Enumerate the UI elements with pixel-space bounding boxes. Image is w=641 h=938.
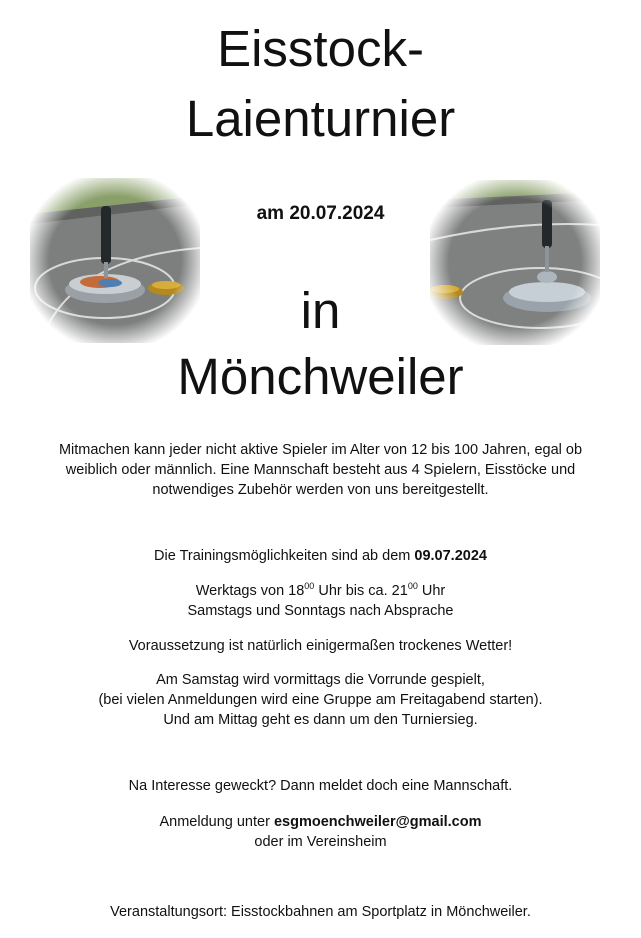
- training-times: [0, 581, 641, 621]
- event-date: am 20.07.2024: [256, 203, 385, 224]
- registration-line: [0, 812, 641, 832]
- intro-line: Mitmachen kann jeder nicht aktive Spieler im Alter von 12 bis 100 Jahren, egal ob: [58, 442, 583, 458]
- weekday-hours-sup-end: 00: [407, 581, 418, 591]
- weekday-hours-suffix: Uhr: [417, 583, 446, 599]
- weekday-hours: [0, 581, 641, 601]
- title-line-1: Eisstock-: [217, 20, 424, 77]
- schedule-paragraph: [0, 670, 641, 730]
- weather-note: Voraussetzung ist natürlich einigermaßen trockenes Wetter!: [128, 638, 513, 654]
- registration-email[interactable]: esgmoenchweiler@gmail.com: [273, 814, 482, 830]
- intro-paragraph: [0, 440, 641, 500]
- weekday-hours-mid: Uhr bis ca. 21: [314, 583, 408, 599]
- intro-line: notwendiges Zubehör werden von uns bereitgestellt.: [152, 482, 489, 498]
- training-line: [0, 546, 641, 566]
- weekend-hours: Samstags und Sonntags nach Absprache: [187, 603, 454, 619]
- venue-line: Veranstaltungsort: Eisstockbahnen am Sportplatz in Mönchweiler.: [110, 904, 531, 920]
- place-in: in: [300, 282, 341, 339]
- title-line-2: Laienturnier: [185, 90, 456, 147]
- schedule-line: (bei vielen Anmeldungen wird eine Gruppe am Freitagabend starten).: [98, 692, 543, 708]
- weekday-hours-prefix: Werktags von 18: [195, 583, 305, 599]
- training-text: Die Trainingsmöglichkeiten sind ab dem: [154, 548, 415, 564]
- schedule-line: Am Samstag wird vormittags die Vorrunde gespielt,: [156, 672, 485, 688]
- schedule-line: Und am Mittag geht es dann um den Turniersieg.: [163, 712, 478, 728]
- interest-line: Na Interesse geweckt? Dann meldet doch eine Mannschaft.: [128, 778, 513, 794]
- training-paragraph: [0, 546, 641, 566]
- registration-alt: oder im Vereinsheim: [254, 834, 387, 850]
- place-name: Mönchweiler: [177, 348, 464, 405]
- training-date: 09.07.2024: [414, 548, 487, 564]
- registration-label: Anmeldung unter: [159, 814, 274, 830]
- intro-line: weiblich oder männlich. Eine Mannschaft besteht aus 4 Spielern, Eisstöcke und: [65, 462, 576, 478]
- weekday-hours-sup-start: 00: [304, 581, 315, 591]
- registration-paragraph: [0, 812, 641, 852]
